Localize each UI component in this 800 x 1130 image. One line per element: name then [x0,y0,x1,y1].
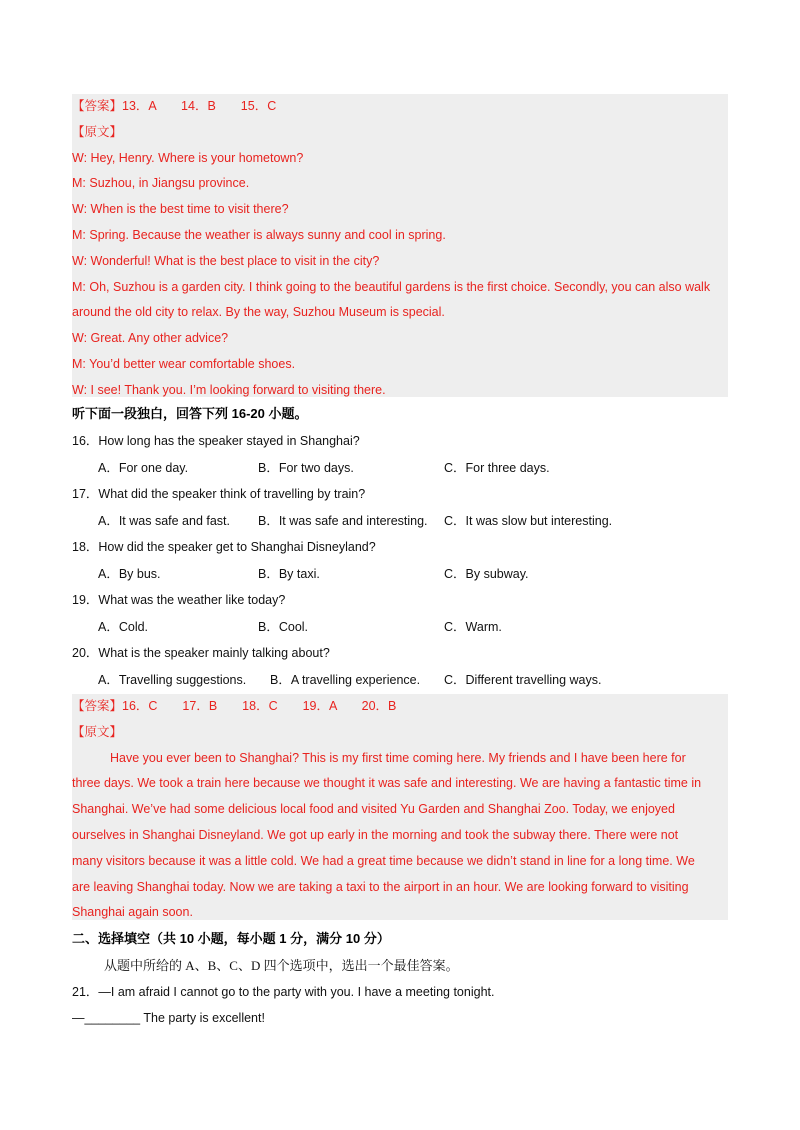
option-a: A．Travelling suggestions. [98,672,247,687]
option-a: A．Cold. [98,619,149,634]
answer-line-13-15: 【答案】13．A 14．B 15．C [72,99,277,113]
option-c: C．Warm. [444,619,502,634]
passage-line: are leaving Shanghai today. Now we are taking a taxi to the airport in an hour. We are looking forward to visiting [72,879,689,894]
question-16 [72,428,728,481]
question-20 [72,640,728,693]
question-21-reply: —________ The party is excellent! [72,1011,265,1025]
option-c: C．Different travelling ways. [444,672,602,687]
dialogue-transcript [72,146,728,404]
question-text: 19．What was the weather like today? [72,593,286,607]
question-text: 17．What did the speaker think of travelling by train? [72,487,366,501]
original-text-label: 【原文】 [72,724,123,739]
option-b: B．It was safe and interesting. [258,513,428,528]
question-21: 21．—I am afraid I cannot go to the party with you. I have a meeting tonight. [72,985,495,999]
option-b: B．Cool. [258,619,309,634]
options-row [72,614,728,641]
question-19 [72,587,728,640]
answer-block-13-15 [72,94,728,397]
dialogue-line: W: I see! Thank you. I’m looking forward to visiting there. [72,382,386,397]
question-17 [72,481,728,534]
dialogue-line: W: Hey, Henry. Where is your hometown? [72,150,304,165]
option-c: C．By subway. [444,566,529,581]
dialogue-line: M: Spring. Because the weather is always sunny and cool in spring. [72,227,446,242]
section-heading-multiple-choice: 二、选择填空（共 10 小题，每小题 1 分，满分 10 分） [72,931,390,946]
question-text: 16．How long has the speaker stayed in Shanghai? [72,434,360,448]
options-row [72,667,728,694]
question-18 [72,534,728,587]
dialogue-line: M: You’d better wear comfortable shoes. [72,356,296,371]
passage-line: three days. We took a train here because we thought it was safe and interesting. We are having a fantastic time in [72,776,702,791]
option-c: C．For three days. [444,460,550,475]
section-heading-16-20: 听下面一段独白，回答下列 16-20 小题。 [72,406,308,421]
option-a: A．It was safe and fast. [98,513,231,528]
question-text: 18．How did the speaker get to Shanghai Disneyland? [72,540,376,554]
options-row [72,508,728,535]
options-row [72,455,728,482]
passage-line: Have you ever been to Shanghai? This is my first time coming here. My friends and I have been here for [110,750,686,765]
instruction-text: 从题中所给的 A、B、C、D 四个选项中，选出一个最佳答案。 [104,958,459,973]
option-b: B．A travelling experience. [270,672,421,687]
question-text: 20．What is the speaker mainly talking about? [72,646,330,660]
option-a: A．By bus. [98,566,161,581]
monologue-transcript [72,746,728,927]
passage-line: ourselves in Shanghai Disneyland. We got up early in the morning and took the subway there. There were not [72,827,679,842]
original-text-label: 【原文】 [72,124,123,139]
option-a: A．For one day. [98,460,189,475]
dialogue-line: M: Suzhou, in Jiangsu province. [72,176,250,191]
answer-block-16-20 [72,694,728,920]
dialogue-line: around the old city to relax. By the way, Suzhou Museum is special. [72,305,445,320]
passage-line: Shanghai again soon. [72,905,193,920]
answer-line-16-20: 【答案】16．C 17．B 18．C 19．A 20．B [72,699,397,713]
question-list [72,428,728,693]
option-b: B．By taxi. [258,566,320,581]
option-b: B．For two days. [258,460,354,475]
dialogue-line: M: Oh, Suzhou is a garden city. I think going to the beautiful gardens is the first choice. Secondly, you can also walk [72,279,711,294]
dialogue-line: W: Wonderful! What is the best place to visit in the city? [72,253,380,268]
passage-line: Shanghai. We’ve had some delicious local food and visited Yu Garden and Shanghai Zoo. Today, we enjoyed [72,802,675,817]
dialogue-line: W: When is the best time to visit there? [72,202,289,217]
options-row [72,561,728,588]
option-c: C．It was slow but interesting. [444,513,613,528]
passage-line: many visitors because it was a little cold. We had a great time because we didn’t stand in line for a long time. We [72,853,695,868]
dialogue-line: W: Great. Any other advice? [72,331,229,346]
